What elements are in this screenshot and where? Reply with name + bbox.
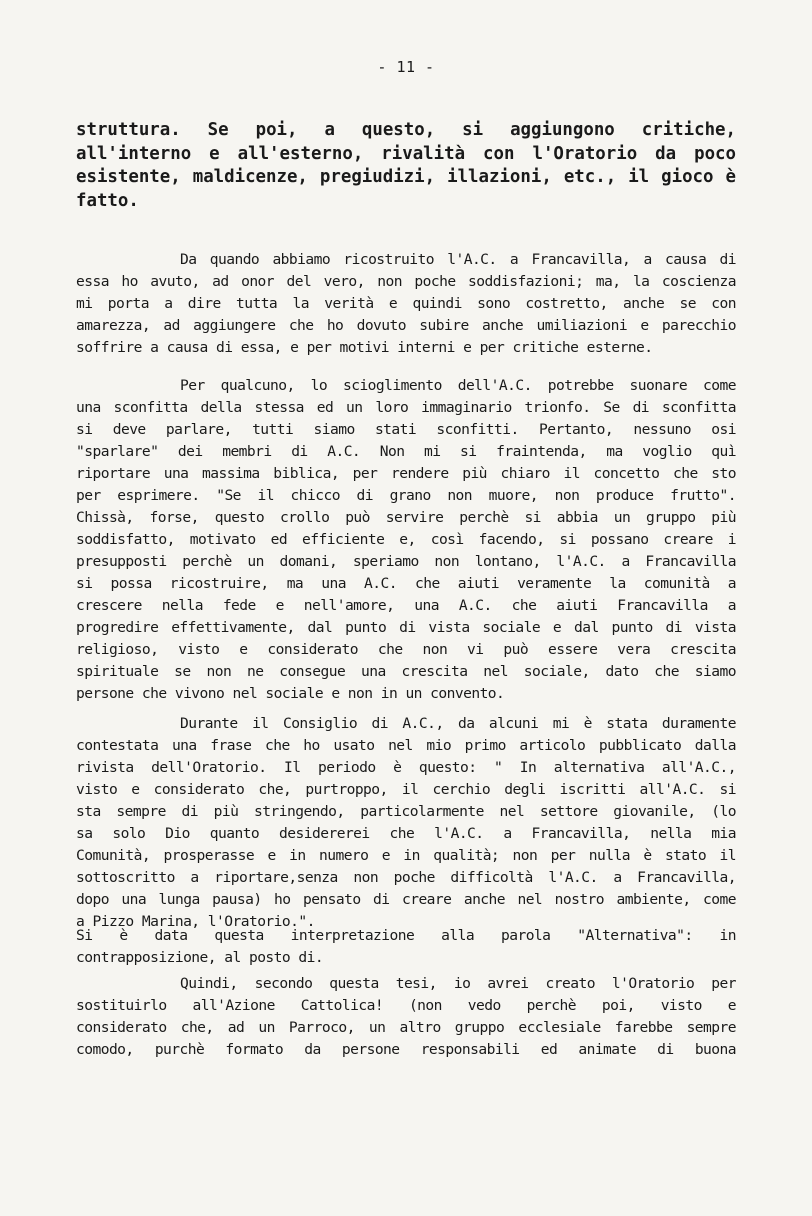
paragraph-5: [76, 925, 736, 969]
text-line: all'interno e all'esterno, rivalità con l'Oratorio da poco: [76, 143, 736, 164]
text-line: sostituirlo all'Azione Cattolica! (non vedo perchè poi, visto e: [76, 997, 736, 1014]
paragraph-6: [76, 973, 736, 1061]
text-line: a Pizzo Marina, l'Oratorio.".: [76, 913, 315, 930]
text-line: Si è data questa interpretazione alla parola "Alternativa": in: [76, 927, 736, 944]
text-line: considerato che, ad un Parroco, un altro gruppo ecclesiale farebbe sempre: [76, 1019, 736, 1036]
text-line: sta sempre di più stringendo, particolarmente nel settore giovanile, (lo: [76, 803, 736, 820]
text-line: spirituale se non ne consegue una crescita nel sociale, dato che siamo: [76, 663, 736, 680]
text-line: Comunità, prosperasse e in numero e in qualità; non per nulla è stato il: [76, 847, 736, 864]
text-line: mi porta a dire tutta la verità e quindi sono costretto, anche se con: [76, 295, 736, 312]
paragraph-1: [76, 119, 736, 213]
text-line: presupposti perchè un domani, speriamo non lontano, l'A.C. a Francavilla: [76, 553, 736, 570]
text-line: religioso, visto e considerato che non vi può essere vera crescita: [76, 641, 736, 658]
text-line: soddisfatto, motivato ed efficiente e, così facendo, si possano creare i: [76, 531, 736, 548]
paragraph-4: [76, 713, 736, 933]
text-line: rivista dell'Oratorio. Il periodo è questo: " In alternativa all'A.C.,: [76, 759, 736, 776]
page-number: - 11 -: [377, 58, 435, 76]
text-line: dopo una lunga pausa) ho pensato di creare anche nel nostro ambiente, come: [76, 891, 736, 908]
text-line: crescere nella fede e nell'amore, una A.C. che aiuti Francavilla a: [76, 597, 736, 614]
text-line: sottoscritto a riportare,senza non poche difficoltà l'A.C. a Francavilla,: [76, 869, 736, 886]
text-line: visto e considerato che, purtroppo, il cerchio degli iscritti all'A.C. si: [76, 781, 736, 798]
text-line: si deve parlare, tutti siamo stati sconfitti. Pertanto, nessuno osi: [76, 421, 736, 438]
text-line: riportare una massima biblica, per rendere più chiaro il concetto che sto: [76, 465, 736, 482]
text-line: una sconfitta della stessa ed un loro immaginario trionfo. Se di sconfitta: [76, 399, 736, 416]
text-line: fatto.: [76, 190, 139, 211]
text-line: per esprimere. "Se il chicco di grano non muore, non produce frutto".: [76, 487, 736, 504]
text-line: Durante il Consiglio di A.C., da alcuni mi è stata duramente: [180, 715, 736, 732]
text-line: "sparlare" dei membri di A.C. Non mi si fraintenda, ma voglio quì: [76, 443, 736, 460]
paragraph-3: [76, 375, 736, 705]
text-line: essa ho avuto, ad onor del vero, non poche soddisfazioni; ma, la coscienza: [76, 273, 736, 290]
text-line: comodo, purchè formato da persone responsabili ed animate di buona: [76, 1041, 736, 1058]
text-line: progredire effettivamente, dal punto di vista sociale e dal punto di vista: [76, 619, 736, 636]
text-line: persone che vivono nel sociale e non in un convento.: [76, 685, 505, 702]
text-line: contestata una frase che ho usato nel mio primo articolo pubblicato dalla: [76, 737, 736, 754]
text-line: Quindi, secondo questa tesi, io avrei creato l'Oratorio per: [180, 975, 736, 992]
paragraph-2: [76, 249, 736, 359]
text-line: struttura. Se poi, a questo, si aggiungono critiche,: [76, 120, 736, 140]
text-line: si possa ricostruire, ma una A.C. che aiuti veramente la comunità a: [76, 575, 736, 592]
text-line: soffrire a causa di essa, e per motivi interni e per critiche esterne.: [76, 339, 653, 356]
text-line: Chissà, forse, questo crollo può servire perchè si abbia un gruppo più: [76, 509, 736, 526]
text-line: sa solo Dio quanto desidererei che l'A.C. a Francavilla, nella mia: [76, 825, 736, 842]
text-line: esistente, maldicenze, pregiudizi, illazioni, etc., il gioco è: [76, 167, 736, 187]
text-line: Da quando abbiamo ricostruito l'A.C. a Francavilla, a causa di: [180, 251, 736, 268]
text-line: contrapposizione, al posto di.: [76, 949, 324, 966]
text-line: amarezza, ad aggiungere che ho dovuto subire anche umiliazioni e parecchio: [76, 317, 736, 334]
text-line: Per qualcuno, lo scioglimento dell'A.C. potrebbe suonare come: [180, 377, 736, 394]
